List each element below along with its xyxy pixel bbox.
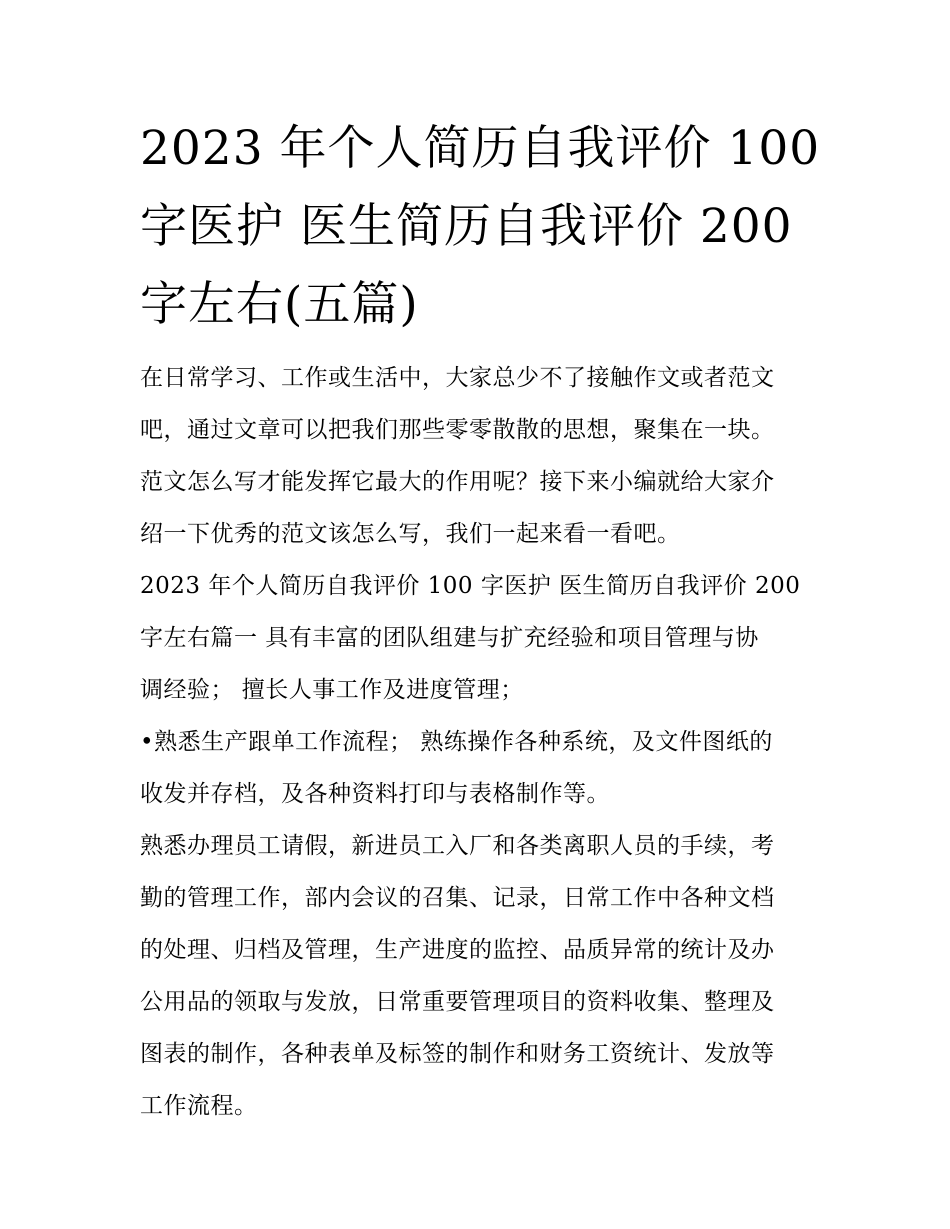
text-line: 的处理、归档及管理，生产进度的监控、品质异常的统计及办 (140, 937, 775, 963)
text-line: 工作流程。 (140, 1093, 258, 1119)
text-line: 图表的制作，各种表单及标签的制作和财务工资统计、发放等 (140, 1041, 775, 1067)
title-spacer (140, 344, 815, 352)
section-paragraph (140, 560, 815, 716)
text-line: 范文怎么写才能发挥它最大的作用呢？接下来小编就给大家介 (140, 469, 775, 495)
body-paragraph (140, 820, 815, 1132)
text-line: 收发并存档，及各种资料打印与表格制作等。 (140, 781, 610, 807)
text-line: 吧，通过文章可以把我们那些零零散散的思想，聚集在一块。 (140, 417, 775, 443)
text-line: 公用品的领取与发放，日常重要管理项目的资料收集、整理及 (140, 989, 775, 1015)
text-line: 2023 年个人简历自我评价 100 字医护 医生简历自我评价 200 (140, 573, 801, 599)
text-line: 勤的管理工作，部内会议的召集、记录，日常工作中各种文档 (140, 885, 775, 911)
text-line: 绍一下优秀的范文该怎么写，我们一起来看一看吧。 (140, 521, 681, 547)
title-line: 2023 年个人简历自我评价 100 (140, 121, 821, 176)
title-line: 字左右(五篇) (140, 277, 419, 332)
intro-paragraph (140, 352, 815, 560)
text-line: 在日常学习、工作或生活中，大家总少不了接触作文或者范文 (140, 365, 775, 391)
text-line: 熟悉办理员工请假，新进员工入厂和各类离职人员的手续，考 (140, 833, 775, 859)
bullet-paragraph (140, 716, 815, 820)
text-line: •熟悉生产跟单工作流程； 熟练操作各种系统，及文件图纸的 (140, 729, 773, 755)
text-line: 字左右篇一 具有丰富的团队组建与扩充经验和项目管理与协 (140, 625, 759, 651)
document-content (140, 110, 821, 1132)
text-line: 调经验； 擅长人事工作及进度管理； (140, 677, 524, 703)
document-title (140, 110, 821, 344)
title-line: 字医护 医生简历自我评价 200 (140, 199, 793, 254)
